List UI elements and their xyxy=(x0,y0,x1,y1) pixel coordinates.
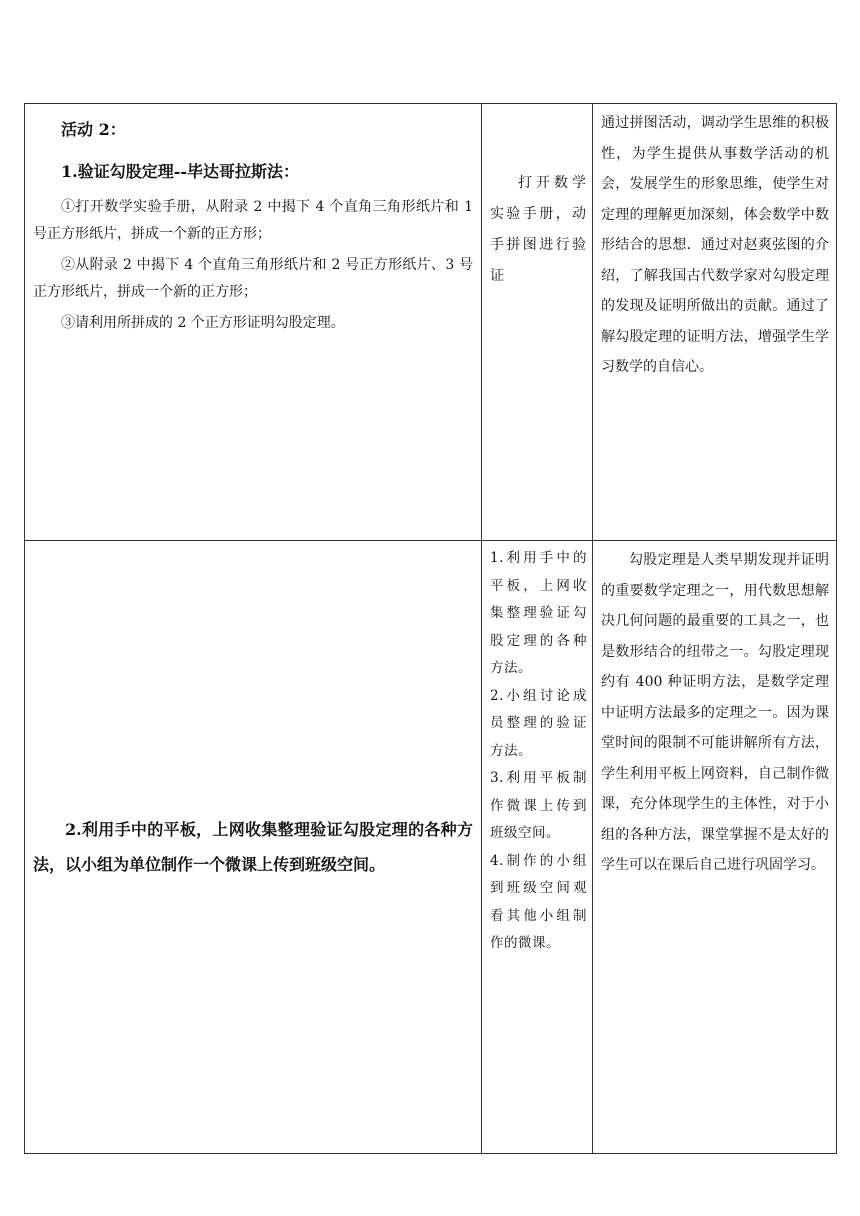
table-row xyxy=(25,541,837,1154)
list-item: 4.制作的小组到班级空间观看其他小组制作的微课。 xyxy=(490,852,587,951)
activity-title: 活动 2： xyxy=(61,120,126,139)
design-intent-cell: 勾股定理是人类早期发现并证明的重要数学定理之一，用代数思想解决几何问题的最重要的工具之一，也是数形结合的纽带之一。勾股定理现约有 400 种证明方法，是数学定理中证明方法最多的定理之一。因为课堂时间的限制不可能讲解所有方法，学生利用平板上网资料，自己制作微课，充分体现学生的主体性，对于小组的各种方法，课堂掌握不是太好的学生可以在课后自己进行巩固学习。 xyxy=(593,541,837,1154)
step-item: ③请利用所拼成的 2 个正方形证明勾股定理。 xyxy=(61,315,345,331)
step-item: ①打开数学实验手册，从附录 2 中揭下 4 个直角三角形纸片和 1 号正方形纸片，拼成一个新的正方形； xyxy=(33,199,473,242)
teaching-content-cell xyxy=(25,104,482,541)
list-item: 2.小组讨论成员整理的验证方法。 xyxy=(490,687,587,759)
method-title: 1.验证勾股定理--毕达哥拉斯法： xyxy=(61,162,299,181)
design-intent-cell: 通过拼图活动，调动学生思维的积极性，为学生提供从事数学活动的机会，发展学生的形象思维，使学生对定理的理解更加深刻，体会数学中数形结合的思想．通过对赵爽弦图的介绍，了解我国古代数学家对勾股定理的发现及证明所做出的贡献。通过了解勾股定理的证明方法，增强学生学习数学的自信心。 xyxy=(593,104,837,541)
list-item: 3.利用平板制作微课上传到班级空间。 xyxy=(490,770,587,841)
student-activity-cell: 打开数学实验手册，动手拼图进行验证 xyxy=(482,104,593,541)
step-item: ②从附录 2 中揭下 4 个直角三角形纸片和 2 号正方形纸片、3 号正方形纸片，拼成一个新的正方形； xyxy=(33,257,473,300)
lesson-plan-table xyxy=(24,103,837,1154)
table-row xyxy=(25,104,837,541)
tablet-task-cell: 2.利用手中的平板，上网收集整理验证勾股定理的各种方法，以小组为单位制作一个微课上传到班级空间。 xyxy=(25,541,482,1154)
student-steps-cell xyxy=(482,541,593,1154)
list-item: 1.利用手中的平板，上网收集整理验证勾股定理的各种方法。 xyxy=(490,550,587,676)
